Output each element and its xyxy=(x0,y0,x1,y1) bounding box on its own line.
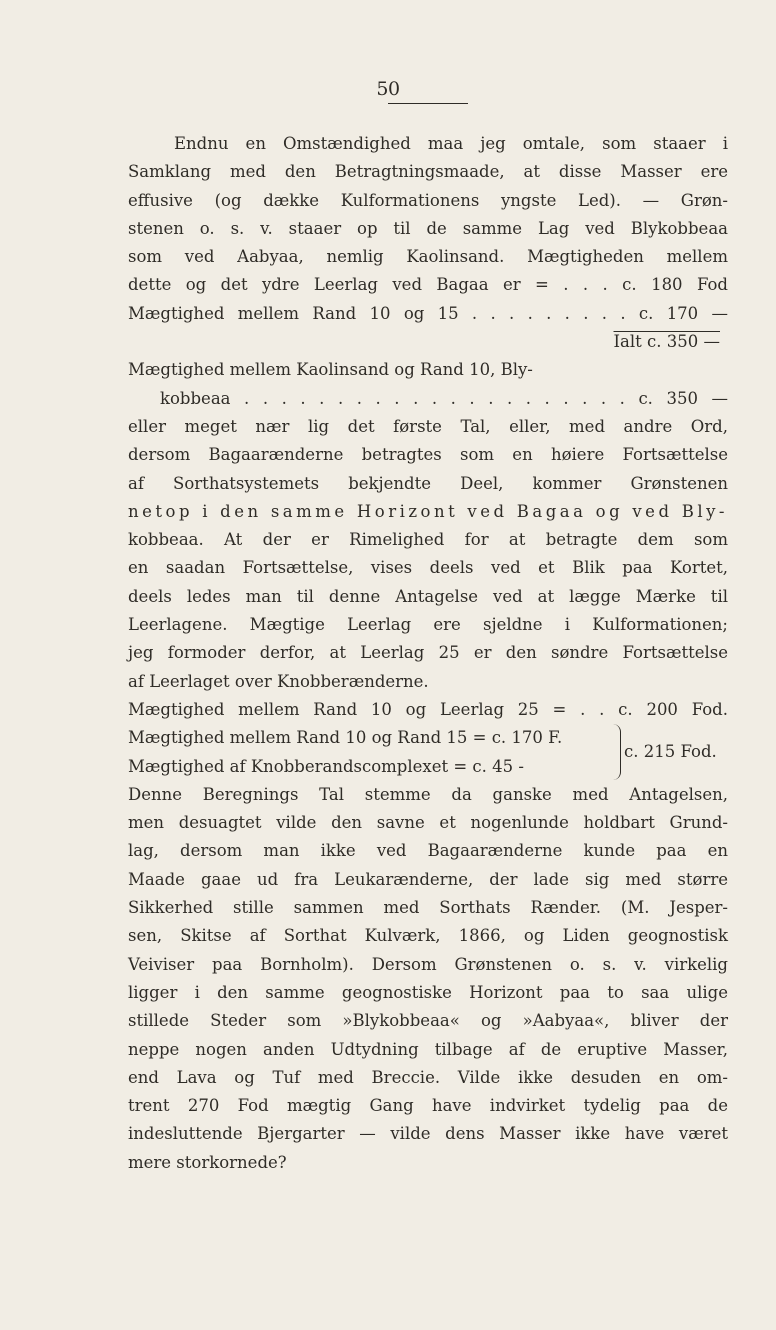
text-line: stillede Steder som »Blykobbeaa« og »Aabyaa«, bliver der xyxy=(128,1011,728,1031)
text-line: kobbeaa. At der er Rimelighed for at betragte dem som xyxy=(128,530,728,550)
brace-total: c. 215 Fod. xyxy=(624,742,717,762)
text-line: Mægtighed mellem Rand 10 og Rand 15 = c. 170 F. xyxy=(128,728,563,748)
body-text xyxy=(128,130,728,1177)
text-line: dette og det ydre Leerlag ved Bagaa er = . . . c. 180 Fod xyxy=(128,275,728,295)
text-line: sen, Skitse af Sorthat Kulværk, 1866, og Liden geognostisk xyxy=(128,926,728,946)
text-line: effusive (og dække Kulformationens yngste Led). — Grøn- xyxy=(128,190,728,210)
curly-brace xyxy=(610,724,621,780)
brace-calculation xyxy=(128,724,728,781)
text-line: lag, dersom man ikke ved Bagaarænderne kunde paa en xyxy=(128,841,728,861)
text-line: Sikkerhed stille sammen med Sorthats Rænder. (M. Jesper- xyxy=(128,898,728,918)
text-line: mere storkornede? xyxy=(128,1152,287,1172)
text-line: Leerlagene. Mægtige Leerlag ere sjeldne i Kulformationen; xyxy=(128,615,728,635)
text-line: trent 270 Fod mægtig Gang have indvirket tydelig paa de xyxy=(128,1096,728,1116)
text-line: neppe nogen anden Udtydning tilbage af de eruptive Masser, xyxy=(128,1039,728,1059)
text-line: en saadan Fortsættelse, vises deels ved et Blik paa Kortet, xyxy=(128,558,728,578)
text-line: Samklang med den Betragtningsmaade, at disse Masser ere xyxy=(128,162,728,182)
page-number: 50 xyxy=(376,78,400,100)
text-line: Endnu en Omstændighed maa jeg omtale, som staaer i xyxy=(174,134,728,153)
text-line: dersom Bagaarænderne betragtes som en høiere Fortsættelse xyxy=(128,445,728,465)
text-line: netop i den samme Horizont ved Bagaa og ved Bly- xyxy=(128,501,728,521)
text-line: Maade gaae ud fra Leukarænderne, der lade sig med større xyxy=(128,869,728,889)
text-line: jeg formoder derfor, at Leerlag 25 er den søndre Fortsættelse xyxy=(128,643,728,663)
text-line: deels ledes man til denne Antagelse ved at lægge Mærke til xyxy=(128,586,728,606)
text-line: Veiviser paa Bornholm). Dersom Grønstenen o. s. v. virkelig xyxy=(128,954,728,974)
text-line: ligger i den samme geognostiske Horizont paa to saa ulige xyxy=(128,982,728,1002)
text-line: stenen o. s. v. staaer op til de samme Lag ved Blykobbeaa xyxy=(128,218,728,238)
text-line: end Lava og Tuf med Breccie. Vilde ikke desuden en om- xyxy=(128,1067,728,1087)
text-line: Denne Beregnings Tal stemme da ganske med Antagelsen, xyxy=(128,784,728,804)
text-line: Mægtighed mellem Kaolinsand og Rand 10, Bly- xyxy=(128,360,533,380)
text-line: kobbeaa . . . . . . . . . . . . . . . . . . . . . c. 350 — xyxy=(160,388,728,408)
page-number-rule xyxy=(388,103,468,104)
text-line: Mægtighed mellem Rand 10 og 15 . . . . . . . . . c. 170 — xyxy=(128,303,728,323)
sum-line: Ialt c. 350 — xyxy=(613,332,720,352)
text-line: af Leerlaget over Knobberænderne. xyxy=(128,671,429,691)
text-line: eller meget nær lig det første Tal, eller, med andre Ord, xyxy=(128,416,728,436)
text-line: Mægtighed af Knobberandscomplexet = c. 45 - xyxy=(128,756,524,776)
text-line: men desuagtet vilde den savne et nogenlunde holdbart Grund- xyxy=(128,813,728,833)
text-line: Mægtighed mellem Rand 10 og Leerlag 25 = . . c. 200 Fod. xyxy=(128,699,728,719)
text-line: som ved Aabyaa, nemlig Kaolinsand. Mægtigheden mellem xyxy=(128,247,728,267)
text-line: indesluttende Bjergarter — vilde dens Masser ikke have været xyxy=(128,1124,728,1144)
text-line: af Sorthatsystemets bekjendte Deel, kommer Grønstenen xyxy=(128,473,728,493)
